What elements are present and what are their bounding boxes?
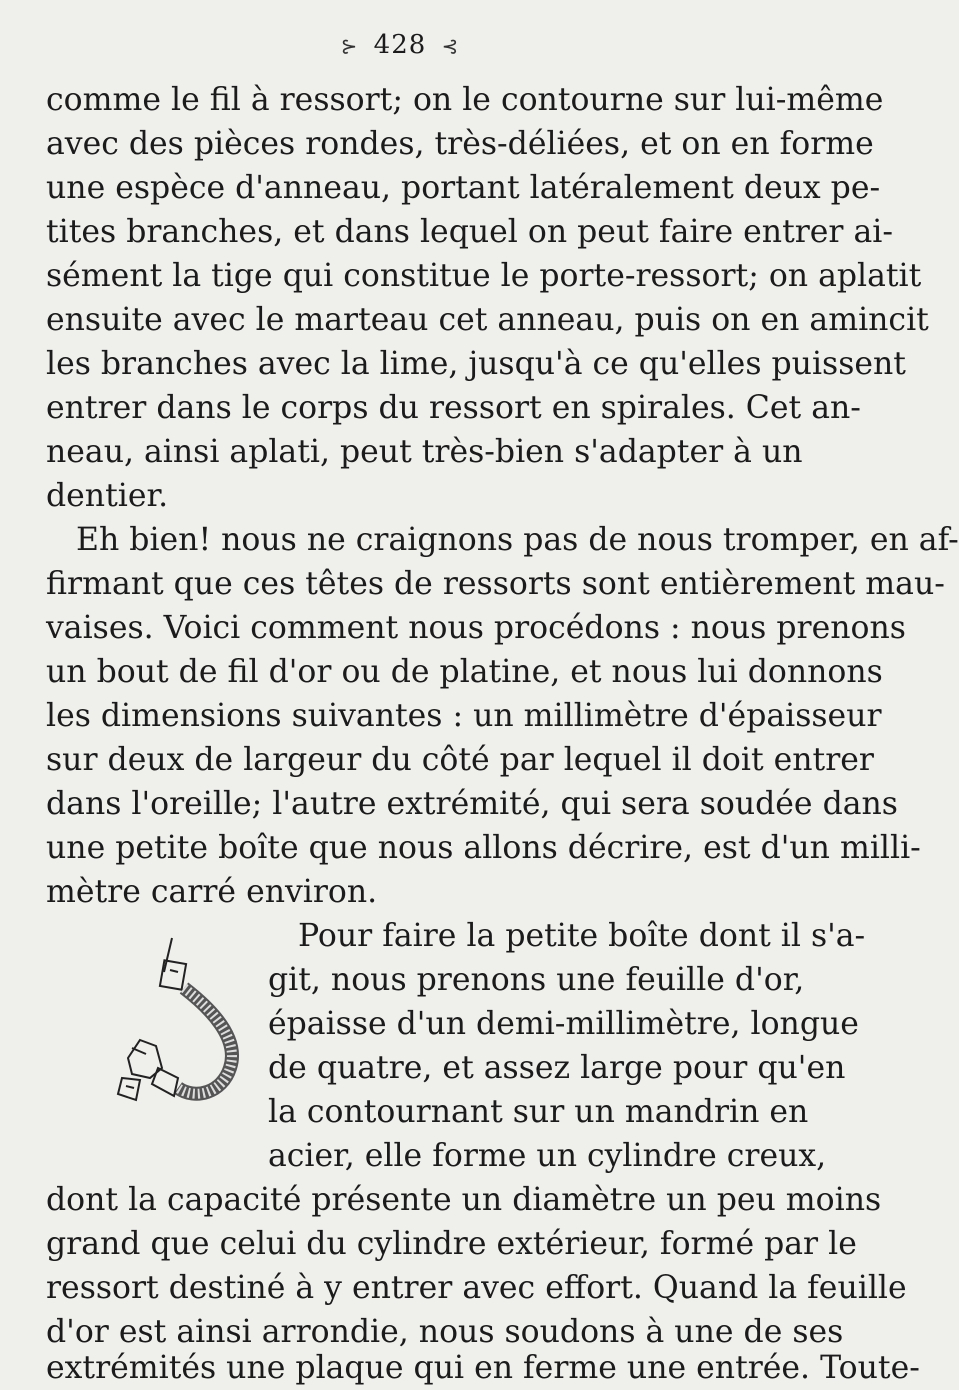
text-line: un bout de fil d'or ou de platine, et nous lui donnons (46, 654, 883, 690)
text-line: comme le fil à ressort; on le contourne sur lui-même (46, 82, 884, 118)
text-line: sément la tige qui constitue le porte-ressort; on aplatit (46, 258, 922, 294)
text-line: sur deux de largeur du côté par lequel il doit entrer (46, 742, 874, 778)
text-line: dans l'oreille; l'autre extrémité, qui sera soudée dans (46, 786, 898, 822)
text-line: avec des pièces rondes, très-déliées, et on en forme (46, 126, 874, 162)
text-line: ensuite avec le marteau cet anneau, puis on en amincit (46, 302, 929, 338)
left-ornament-icon: ⊱ (340, 34, 359, 58)
text-line: firmant que ces têtes de ressorts sont entièrement mau- (46, 566, 945, 602)
text-line: la contournant sur un mandrin en (268, 1094, 809, 1130)
text-line: dont la capacité présente un diamètre un peu moins (46, 1182, 882, 1218)
text-line: vaises. Voici comment nous procédons : nous prenons (46, 610, 906, 646)
text-line: dentier. (46, 478, 169, 514)
text-line: mètre carré environ. (46, 874, 378, 910)
text-line: acier, elle forme un cylindre creux, (268, 1138, 827, 1174)
text-line: une espèce d'anneau, portant latéralement deux pe- (46, 170, 881, 206)
text-line: git, nous prenons une feuille d'or, (268, 962, 805, 998)
text-line: neau, ainsi aplati, peut très-bien s'adapter à un (46, 434, 803, 470)
text-line: entrer dans le corps du ressort en spirales. Cet an- (46, 390, 861, 426)
text-line: Eh bien! nous ne craignons pas de nous tromper, en af- (76, 522, 959, 558)
text-line: une petite boîte que nous allons décrire, est d'un milli- (46, 830, 921, 866)
page-header (0, 30, 800, 60)
spring-illustration (100, 928, 260, 1108)
text-line: les dimensions suivantes : un millimètre d'épaisseur (46, 698, 882, 734)
text-line: tites branches, et dans lequel on peut faire entrer ai- (46, 214, 893, 250)
right-ornament-icon: ⊰ (441, 34, 460, 58)
text-line: les branches avec la lime, jusqu'à ce qu'elles puissent (46, 346, 906, 382)
text-line: Pour faire la petite boîte dont il s'a- (298, 918, 866, 954)
text-line: d'or est ainsi arrondie, nous soudons à une de ses (46, 1314, 844, 1350)
page-number: 428 (373, 30, 427, 60)
text-line: de quatre, et assez large pour qu'en (268, 1050, 846, 1086)
text-line: extrémités une plaque qui en ferme une entrée. Toute- (46, 1350, 920, 1386)
text-line: épaisse d'un demi-millimètre, longue (268, 1006, 859, 1042)
text-line: ressort destiné à y entrer avec effort. Quand la feuille (46, 1270, 907, 1306)
text-line: grand que celui du cylindre extérieur, formé par le (46, 1226, 857, 1262)
